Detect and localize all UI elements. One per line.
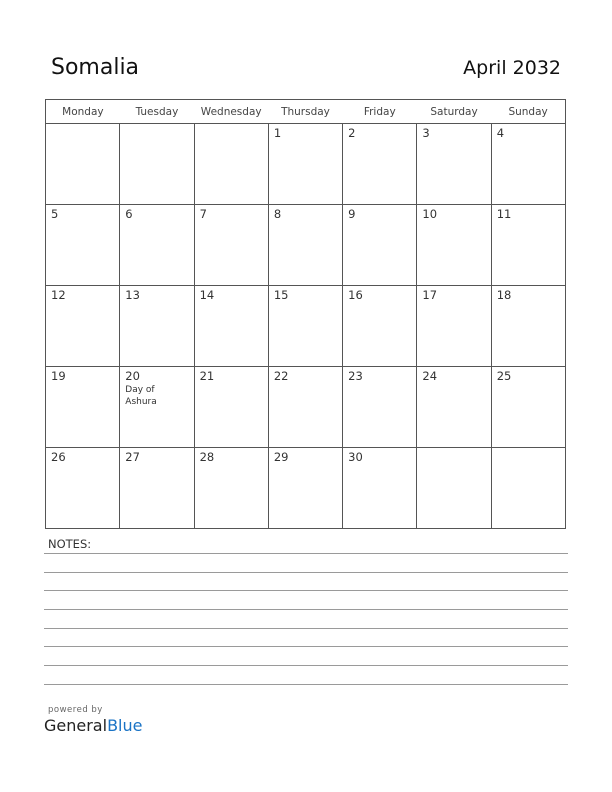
day-number: 12 <box>51 288 66 302</box>
day-number: 2 <box>348 126 356 140</box>
note-line <box>44 646 568 647</box>
day-number: 28 <box>199 450 215 464</box>
day-number: 9 <box>348 207 356 221</box>
day-number: 23 <box>348 369 363 383</box>
holiday-label: Day of Ashura <box>125 385 157 407</box>
brand-logo <box>44 716 142 735</box>
day-number: 16 <box>348 288 363 302</box>
day-cell <box>268 124 342 205</box>
day-number: 13 <box>125 288 140 302</box>
day-cell <box>46 124 120 205</box>
day-number: 17 <box>422 288 438 302</box>
note-line <box>44 665 568 666</box>
month-title: April 2032 <box>463 57 561 79</box>
day-cell <box>120 205 194 286</box>
note-line <box>44 684 568 685</box>
week-row <box>46 205 566 286</box>
weekday-header: Tuesday <box>120 100 194 124</box>
day-cell <box>343 124 417 205</box>
day-number: 14 <box>199 288 215 302</box>
day-cell <box>268 367 342 448</box>
day-cell <box>417 448 491 529</box>
weekday-header-row <box>46 100 566 124</box>
day-cell <box>343 448 417 529</box>
brand-name-part2: Blue <box>107 716 143 735</box>
day-cell <box>491 448 565 529</box>
week-row <box>46 124 566 205</box>
day-cell <box>268 205 342 286</box>
note-line <box>44 590 568 591</box>
day-cell <box>120 448 194 529</box>
day-number: 5 <box>51 207 59 221</box>
week-row <box>46 286 566 367</box>
weekday-header: Monday <box>46 100 120 124</box>
day-cell <box>417 286 491 367</box>
weekday-header: Friday <box>343 100 417 124</box>
weekday-header: Sunday <box>491 100 565 124</box>
day-cell <box>120 367 194 448</box>
day-cell <box>417 367 491 448</box>
day-number: 3 <box>422 126 430 140</box>
weekday-header: Wednesday <box>194 100 268 124</box>
day-cell <box>491 367 565 448</box>
day-number: 22 <box>273 369 289 383</box>
day-number: 1 <box>273 126 282 140</box>
day-cell <box>268 448 342 529</box>
day-number: 20 <box>125 369 140 383</box>
powered-by-text: powered by <box>48 705 103 715</box>
note-line <box>44 609 568 610</box>
day-cell <box>194 286 268 367</box>
day-cell <box>268 286 342 367</box>
day-cell <box>46 367 120 448</box>
notes-label: NOTES: <box>48 537 92 551</box>
day-cell <box>194 205 268 286</box>
day-number: 15 <box>273 288 289 302</box>
day-cell <box>343 205 417 286</box>
day-number: 27 <box>125 450 140 464</box>
day-cell <box>194 448 268 529</box>
brand-name-part1: General <box>44 716 108 735</box>
note-line <box>44 628 568 629</box>
day-number: 19 <box>51 369 66 383</box>
calendar-grid <box>45 99 566 529</box>
week-row <box>46 448 566 529</box>
day-number: 18 <box>496 288 512 302</box>
country-title: Somalia <box>51 55 140 80</box>
day-number: 24 <box>422 369 438 383</box>
day-cell <box>120 286 194 367</box>
day-number: 25 <box>496 369 512 383</box>
day-cell <box>417 124 491 205</box>
weekday-header: Saturday <box>417 100 491 124</box>
day-cell <box>194 367 268 448</box>
note-line <box>44 553 568 554</box>
day-number: 21 <box>199 369 215 383</box>
day-number: 7 <box>199 207 207 221</box>
note-line <box>44 572 568 573</box>
day-cell <box>343 286 417 367</box>
day-number: 4 <box>496 126 505 140</box>
day-cell <box>491 124 565 205</box>
day-cell <box>120 124 194 205</box>
day-number: 8 <box>273 207 282 221</box>
day-cell <box>46 286 120 367</box>
day-cell <box>46 448 120 529</box>
day-number: 30 <box>348 450 363 464</box>
day-number: 6 <box>125 207 133 221</box>
day-cell <box>491 286 565 367</box>
day-cell <box>491 205 565 286</box>
week-row <box>46 367 566 448</box>
day-number: 11 <box>496 207 512 221</box>
day-cell <box>46 205 120 286</box>
day-number: 10 <box>422 207 438 221</box>
day-number: 26 <box>51 450 66 464</box>
day-cell <box>194 124 268 205</box>
weekday-header: Thursday <box>268 100 342 124</box>
day-cell <box>417 205 491 286</box>
day-cell <box>343 367 417 448</box>
day-number: 29 <box>273 450 289 464</box>
